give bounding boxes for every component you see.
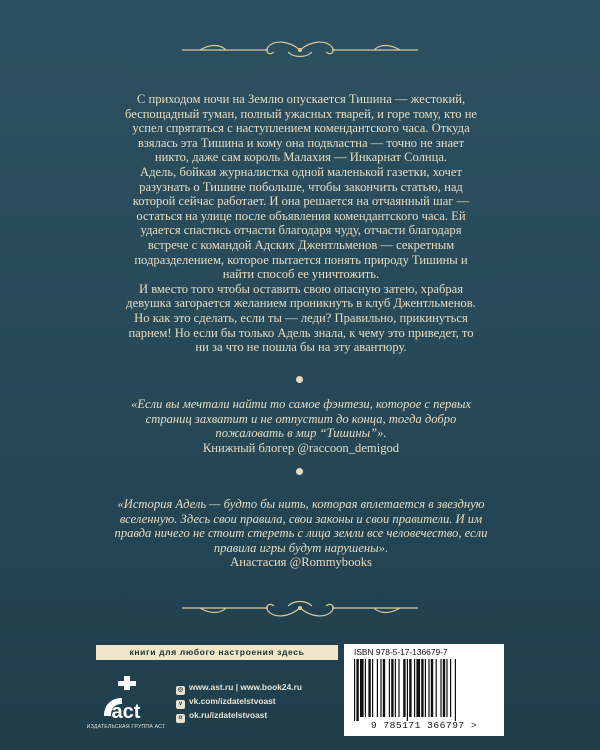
barcode-bar — [377, 659, 378, 717]
vk-icon: v — [176, 700, 185, 709]
separator-dot — [296, 468, 303, 475]
barcode-bar — [455, 659, 456, 721]
barcode-bar — [440, 659, 441, 717]
publisher-links — [176, 680, 302, 722]
barcode-bar — [380, 659, 381, 717]
barcode-bar — [372, 659, 373, 717]
website-link[interactable] — [176, 680, 302, 694]
barcode-bar — [368, 659, 370, 717]
barcode-bar — [414, 659, 415, 717]
isbn: ISBN 978-5-17-136679-7 — [354, 647, 448, 657]
website-text: www.ast.ru | www.book24.ru — [189, 682, 302, 692]
review-quote: «История Адель — будто бы нить, которая вплетается в звездную вселенную. Здесь свои правила, свои законы и свои правители. И им правда ничего не стоит стереть с лица земли все человечество, если правила игры будут нарушены». — [114, 497, 488, 555]
ok-link[interactable] — [176, 708, 302, 722]
bottom-ornament — [170, 596, 430, 620]
barcode-bar — [360, 659, 364, 717]
review — [112, 497, 490, 570]
barcode-bar — [391, 659, 393, 717]
barcode-bar — [398, 659, 399, 717]
separator-dot — [296, 376, 303, 383]
barcode-bar — [443, 659, 445, 717]
barcode-bar — [354, 659, 355, 721]
barcode-bar — [407, 659, 408, 721]
footer — [0, 628, 600, 750]
barcode-bar — [409, 659, 411, 717]
vk-text: vk.com/izdatelstvoast — [189, 696, 276, 706]
barcode-bar — [383, 659, 385, 717]
barcode-bar — [365, 659, 366, 717]
barcode-bar — [431, 659, 433, 717]
blurb-paragraph: И вместо того чтобы оставить свою опасную затею, храбрая девушка загорается желанием проникнуть в клуб Джентльменов. Но как это сделать, если ты — леди? Правильно, прикинуться парнем! Но если бы только Адель знала, к чему это приведет, то ни за что не пошла бы на эту авантюру. — [126, 281, 476, 355]
barcode-bar — [436, 659, 437, 717]
barcode-bar — [450, 659, 451, 717]
review-author: Анастасия @Rommybooks — [230, 555, 372, 570]
barcode-panel — [344, 644, 504, 736]
web-icon: ◎ — [177, 687, 184, 693]
publisher-caption: ИЗДАТЕЛЬСКАЯ ГРУППА АСТ — [86, 724, 166, 730]
ok-text: ok.ru/izdatelstvoast — [189, 710, 268, 720]
review-author: Книжный блогер @raccoon_demigod — [202, 440, 400, 455]
review — [112, 397, 490, 455]
blurb — [122, 92, 480, 355]
review-quote: «Если вы мечтали найти то самое фэнтези, которое с первых страниц захватит и не отпустит до конца, тогда добро пожаловать в мир “Тишины”». — [131, 397, 471, 441]
barcode-bar — [403, 659, 405, 717]
barcode-bar — [395, 659, 396, 717]
tagline-banner: книги для любого настроения здесь — [96, 645, 338, 660]
logo-text: act — [111, 701, 141, 723]
barcode-bar — [389, 659, 390, 717]
blurb-paragraph: Адель, бойкая журналистка одной маленькой газетки, хочет разузнать о Тишине побольше, чтобы закончить статью, над которой сейчас работает. И она решается на отчаянный шаг — остаться на улице после объявления комендантского часа. Ей удается спастись отчасти благодаря чуду, отчасти благодаря встрече с командой Адских Джентльменов — секретным подразделением, которое пытается понять природу Тишины и найти способ ее уничтожить. — [132, 164, 470, 282]
barcode-bar — [428, 659, 429, 717]
ok-icon: o — [176, 714, 185, 723]
barcode-bar — [416, 659, 420, 717]
vk-link[interactable] — [176, 694, 302, 708]
blurb-paragraph: С приходом ночи на Землю опускается Тишина — жестокий, беспощадный туман, полный ужасных тварей, и горе тому, кто не успел спрятаться с наступлением комендантского часа. Откуда взялась эта Тишина и кому она подвластна — точно не знает никто, даже сам король Малахия — Инкарнат Солнца. — [124, 92, 478, 165]
barcode-digits: 9 785171 366797 > — [370, 720, 478, 731]
top-ornament — [170, 38, 430, 62]
barcode-bar — [356, 659, 358, 721]
barcode-bar — [446, 659, 447, 717]
barcode-bar — [421, 659, 423, 717]
barcode — [352, 659, 496, 721]
barcode-bar — [425, 659, 426, 717]
